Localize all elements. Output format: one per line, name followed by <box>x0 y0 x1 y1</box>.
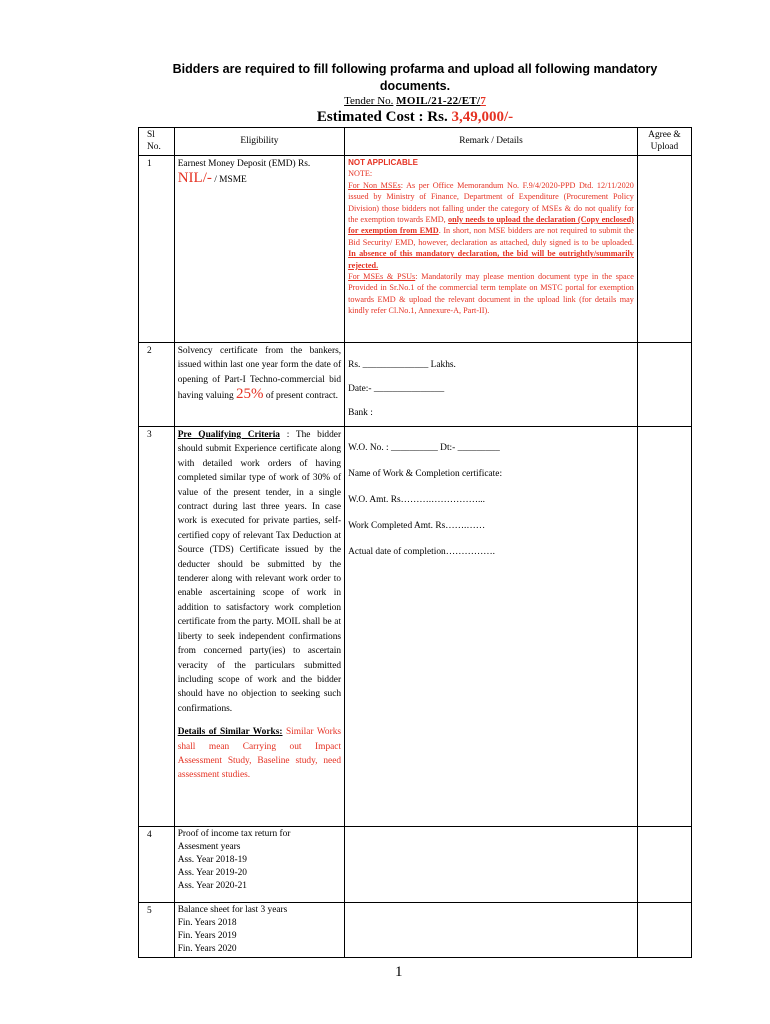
row-4-eligibility <box>174 827 344 903</box>
solvency-date-field: Date:- _______________ <box>348 384 445 394</box>
similar-works <box>178 725 341 783</box>
table-row <box>139 156 692 343</box>
solvency-amount-field: Rs. ______________ Lakhs. <box>348 360 456 370</box>
header-remark: Remark / Details <box>345 128 638 156</box>
estimated-cost-amount: 3,49,000/- <box>451 109 514 125</box>
non-mse-note <box>348 180 634 271</box>
balance-sheet-line: Balance sheet for last 3 years <box>177 905 288 915</box>
tender-label: Tender No. <box>344 95 394 107</box>
note-label: NOTE: <box>348 169 373 179</box>
balance-sheet-line: Fin. Years 2018 <box>177 918 237 928</box>
table-row <box>139 427 692 827</box>
non-mse-label: For Non MSEs <box>348 180 401 190</box>
row-5-eligibility <box>174 903 344 958</box>
header-agree-upload: Agree & Upload <box>637 128 691 156</box>
not-applicable-label: NOT APPLICABLE <box>348 158 419 167</box>
page-number: 1 <box>395 964 403 980</box>
eligibility-table <box>138 127 692 958</box>
row-3-sl: 3 <box>139 427 175 827</box>
mse-text: : Mandatorily may please mention document type in the space Provided in Sr.No.1 of the commercial term template on MSTC portal for exemption towards EMD & upload the relevant document in the upload link (for details may kindly refer Cl.No.1, Annexure-A, Part-II). <box>348 272 634 316</box>
table-row <box>139 903 692 958</box>
similar-works-title: Details of Similar Works: <box>177 727 283 738</box>
heading-line-1: Bidders are required to fill following profarma and upload all following mandatory <box>172 62 658 76</box>
itr-line: Ass. Year 2020-21 <box>177 881 247 891</box>
pq-criteria <box>178 428 341 716</box>
itr-line: Assesment years <box>177 842 241 852</box>
row-2-agree-upload[interactable] <box>637 343 691 427</box>
row-3-remark <box>345 427 638 827</box>
row-1-sl: 1 <box>139 156 175 343</box>
page-heading <box>150 61 680 95</box>
header-eligibility: Eligibility <box>174 128 344 156</box>
emd-msme: / MSME <box>211 175 247 186</box>
estimated-cost <box>250 109 580 126</box>
pq-title: Pre Qualifying Criteria <box>177 430 280 440</box>
non-mse-text-2: . In short, non MSE bidders are not required to submit the Bid Security/ EMD, however, declaration as attached, duly signed is to be uploaded. <box>348 226 634 247</box>
row-1-eligibility <box>174 156 344 343</box>
wo-number-field: W.O. No. : __________ Dt:- _________ <box>348 443 500 453</box>
emd-label: Earnest Money Deposit (EMD) Rs. <box>177 159 311 169</box>
work-completed-amount-field: Work Completed Amt. Rs…….…… <box>348 521 486 531</box>
table-row <box>139 343 692 427</box>
table-row <box>139 827 692 903</box>
row-3-eligibility <box>174 427 344 827</box>
itr-line: Proof of income tax return for <box>177 829 291 839</box>
solvency-text-2: of present contract. <box>263 391 338 402</box>
row-2-eligibility <box>174 343 344 427</box>
tender-number-suffix: 7 <box>480 95 486 107</box>
row-3-agree-upload[interactable] <box>637 427 691 827</box>
row-5-sl: 5 <box>139 903 175 958</box>
table-header-row <box>139 128 692 156</box>
similar-works-text: Similar Works shall mean Carrying out Impact Assessment Study, Baseline study, need assessment studies. <box>177 727 342 781</box>
row-4-sl: 4 <box>139 827 175 903</box>
pq-text: : The bidder should submit Experience certificate along with detailed work orders of having completed similar type of work of 30% of value of the present tender, in a single contract during last three years. In case work is executed for private parties, self-certified copy of relevant Tax Deduction at Source (TDS) Certificate issued by the deducter should be submitted by the tenderer along with relevant work order to enable ascertaining scope of work in addition to satisfactory work completion certificate from the party. MOIL shall be at liberty to seek independent confirmations from concerned party(ies) to ascertain veracity of the particulars submitted including scope of work and the bidder should have no objection to seeking such confirmations. <box>177 430 342 714</box>
non-mse-bold: only needs to upload the declaration (Copy enclosed) for exemption from EMD <box>348 215 634 236</box>
balance-sheet-line: Fin. Years 2020 <box>177 944 237 954</box>
row-2-sl: 2 <box>139 343 175 427</box>
row-4-remark <box>345 827 638 903</box>
heading-line-2: documents. <box>379 79 451 93</box>
row-5-agree-upload[interactable] <box>637 903 691 958</box>
row-2-remark <box>345 343 638 427</box>
solvency-bank-field: Bank : <box>348 408 373 418</box>
itr-line: Ass. Year 2019-20 <box>177 868 247 878</box>
header-sl-no: Sl No. <box>139 128 175 156</box>
mse-note <box>348 271 634 317</box>
mse-label: For MSEs & PSUs <box>348 272 416 282</box>
tender-number-value: MOIL/21-22/ET/ <box>396 95 481 107</box>
non-mse-text: : As per Office Memorandum No. F.9/4/2020-PPD Dtd. 12/11/2020 issued by Ministry of Finance, Department of Expenditure (Procurement Policy Division) those bidders not falling under the category of MSEs & do not qualify for the exemption towards EMD, <box>348 180 634 225</box>
emd-value: NIL/- <box>177 170 212 187</box>
completion-date-field: Actual date of completion……………. <box>348 547 495 557</box>
row-5-remark <box>345 903 638 958</box>
estimated-cost-label: Estimated Cost : Rs. <box>316 109 448 125</box>
row-1-remark <box>345 156 638 343</box>
solvency-text: Solvency certificate from the bankers, issued within last one year form the date of opening of Part-I Techno-commercial bid having valuing <box>177 346 342 402</box>
row-1-agree-upload[interactable] <box>637 156 691 343</box>
tender-number <box>250 95 580 108</box>
row-4-agree-upload[interactable] <box>637 827 691 903</box>
balance-sheet-line: Fin. Years 2019 <box>177 931 237 941</box>
solvency-percent: 25% <box>236 386 264 403</box>
work-name-field: Name of Work & Completion certificate: <box>348 469 503 479</box>
itr-line: Ass. Year 2018-19 <box>177 855 247 865</box>
wo-amount-field: W.O. Amt. Rs……….……………... <box>348 495 485 505</box>
non-mse-bold-2: In absence of this mandatory declaration, the bid will be outrightly/summarily rejected. <box>348 249 634 270</box>
